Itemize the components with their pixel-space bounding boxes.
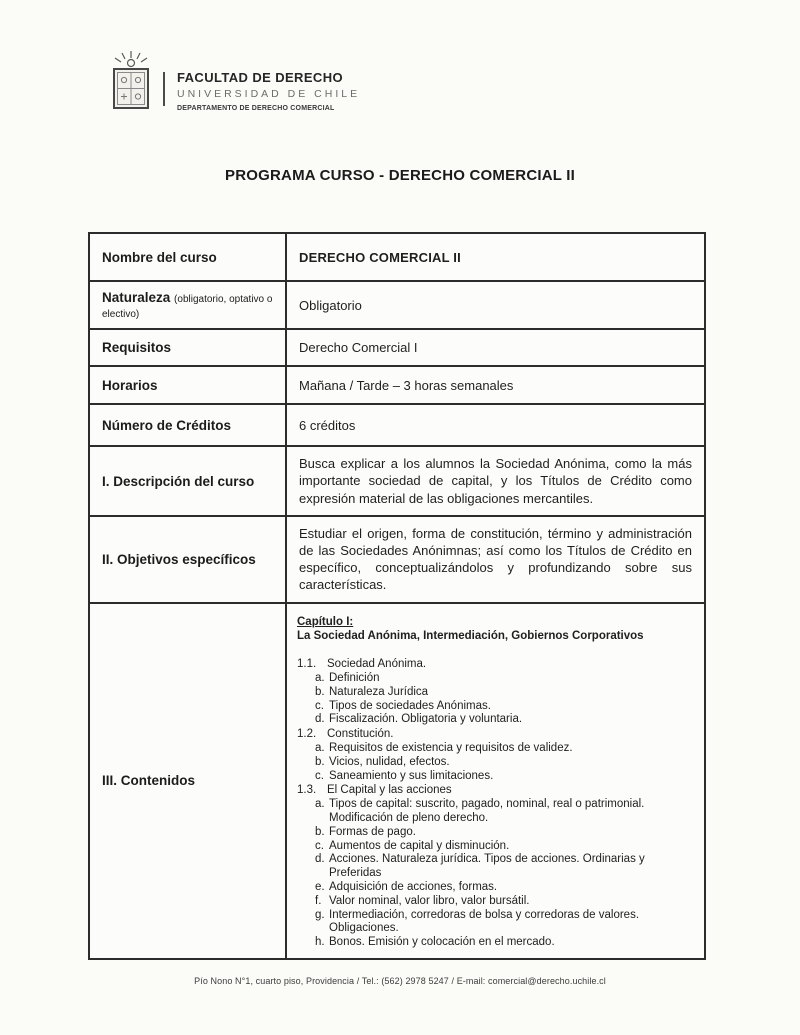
row-label: Naturaleza	[102, 290, 171, 305]
row-value-cell	[286, 446, 705, 516]
row-label: Número de Créditos	[102, 417, 232, 433]
row-label-cell	[89, 516, 286, 603]
content-section	[297, 728, 696, 742]
item-letter: a.	[315, 798, 325, 811]
item-letter: e.	[315, 880, 325, 893]
item-letter: d.	[315, 853, 325, 866]
content-section	[297, 658, 696, 672]
row-label-cell	[89, 366, 286, 404]
content-item	[315, 672, 696, 686]
row-label-cell	[89, 603, 286, 959]
item-letter: c.	[315, 769, 324, 782]
item-letter: h.	[315, 936, 325, 949]
item-text: Bonos. Emisión y colocación en el mercado.	[329, 936, 555, 949]
section-number: 1.1.	[297, 658, 317, 671]
item-text: Vicios, nulidad, efectos.	[329, 755, 450, 768]
content-item	[315, 798, 696, 826]
chapter-heading-line	[297, 616, 696, 630]
spacer	[297, 644, 696, 657]
section-title: Constitución.	[327, 728, 394, 741]
creditos-value: 6 créditos	[299, 417, 356, 433]
page-title: PROGRAMA CURSO - DERECHO COMERCIAL II	[225, 167, 575, 184]
letterhead	[108, 50, 360, 112]
item-letter: b.	[315, 755, 325, 768]
descripcion-text: Busca explicar a los alumnos la Sociedad Anónima, como la más importante sociedad de capital, y los Títulos de Crédito como expresión material de las obligaciones mercantiles.	[299, 456, 692, 506]
page-footer: Pío Nono N°1, cuarto piso, Providencia / Tel.: (562) 2978 5247 / E-mail: comercial@derecho.uchile.cl	[194, 976, 606, 986]
course-name: DERECHO COMERCIAL II	[299, 249, 461, 265]
course-table	[88, 232, 706, 960]
content-item	[315, 756, 696, 770]
content-item	[315, 686, 696, 700]
content-item	[315, 881, 696, 895]
chapter-heading: Capítulo I:	[297, 615, 354, 628]
row-label: Nombre del curso	[102, 249, 217, 265]
content-item	[315, 713, 696, 727]
item-letter: c.	[315, 699, 324, 712]
naturaleza-value: Obligatorio	[299, 297, 362, 313]
item-letter: d.	[315, 713, 325, 726]
row-value-cell	[286, 366, 705, 404]
content-item	[315, 895, 696, 909]
section-title: Sociedad Anónima.	[327, 658, 427, 671]
item-text: Intermediación, corredoras de bolsa y corredoras de valores. Obligaciones.	[329, 908, 640, 935]
row-label-note: (obligatorio, optativo o electivo)	[102, 294, 273, 320]
content-item	[315, 700, 696, 714]
requisitos-value: Derecho Comercial I	[299, 340, 418, 355]
row-descripcion	[89, 446, 705, 516]
objetivos-text: Estudiar el origen, forma de constitución, término y administración de las Sociedades Anónimnas; así como los Títulos de Crédito en específico, conceptualizándolos y profundizando sobre sus características.	[299, 526, 692, 593]
row-label-cell	[89, 281, 286, 329]
university-name: UNIVERSIDAD DE CHILE	[177, 88, 361, 100]
item-letter: a.	[315, 742, 325, 754]
row-horarios	[89, 366, 705, 404]
content-item	[315, 742, 696, 756]
content-item	[315, 936, 696, 950]
faculty-name: FACULTAD DE DERECHO	[177, 70, 344, 85]
item-letter: f.	[315, 894, 322, 907]
row-label: Horarios	[102, 377, 158, 393]
university-logo	[108, 50, 154, 112]
content-section	[297, 784, 696, 798]
contents-cell	[286, 603, 705, 959]
row-numero-creditos	[89, 404, 705, 446]
row-value-cell	[286, 516, 705, 603]
row-value-cell	[286, 281, 705, 329]
row-label: III. Contenidos	[102, 773, 195, 789]
item-text: Valor nominal, valor libro, valor bursátil.	[329, 894, 530, 907]
content-item	[315, 826, 696, 840]
section-number: 1.3.	[297, 784, 317, 797]
row-objetivos	[89, 516, 705, 603]
row-contenidos	[89, 603, 705, 959]
row-nombre-del-curso	[89, 233, 705, 281]
section-title: El Capital y las acciones	[327, 784, 452, 797]
chapter-subheading: La Sociedad Anónima, Intermediación, Gobiernos Corporativos	[297, 630, 644, 643]
row-label: Requisitos	[102, 340, 172, 355]
row-label: II. Objetivos específicos	[102, 551, 256, 567]
item-text: Saneamiento y sus limitaciones.	[329, 769, 494, 782]
row-label-cell	[89, 404, 286, 446]
row-value-cell	[286, 329, 705, 366]
row-label: I. Descripción del curso	[102, 473, 255, 489]
horarios-value: Mañana / Tarde – 3 horas semanales	[299, 377, 514, 393]
item-text: Adquisición de acciones, formas.	[329, 880, 498, 893]
item-text: Naturaleza Jurídica	[329, 685, 429, 698]
row-label-cell	[89, 233, 286, 281]
content-item	[315, 853, 696, 881]
row-naturaleza	[89, 281, 705, 329]
row-value-cell	[286, 233, 705, 281]
item-text: Fiscalización. Obligatoria y voluntaria.	[329, 713, 523, 726]
content-item	[315, 840, 696, 854]
content-item	[315, 770, 696, 784]
content-item	[315, 909, 696, 937]
item-letter: b.	[315, 825, 325, 838]
item-text: Acciones. Naturaleza jurídica. Tipos de acciones. Ordinarias y Preferidas	[329, 853, 645, 880]
item-text: Formas de pago.	[329, 825, 416, 838]
row-requisitos	[89, 329, 705, 366]
item-text: Definición	[329, 672, 380, 685]
row-value-cell	[286, 404, 705, 446]
item-letter: b.	[315, 685, 325, 698]
letterhead-text	[163, 50, 360, 112]
item-text: Requisitos de existencia y requisitos de validez.	[329, 742, 573, 754]
item-text: Aumentos de capital y disminución.	[329, 839, 510, 852]
row-label-cell	[89, 446, 286, 516]
item-text: Tipos de sociedades Anónimas.	[329, 699, 491, 712]
item-letter: g.	[315, 908, 325, 921]
letterhead-divider	[163, 72, 165, 106]
item-letter: a.	[315, 672, 325, 685]
item-text: Tipos de capital: suscrito, pagado, nominal, real o patrimonial. Modificación de pleno derecho.	[329, 798, 645, 824]
university-crest-icon	[108, 50, 154, 112]
department-name: DEPARTAMENTO DE DERECHO COMERCIAL	[177, 105, 335, 112]
row-label-cell	[89, 329, 286, 366]
item-letter: c.	[315, 839, 324, 852]
section-number: 1.2.	[297, 728, 317, 741]
